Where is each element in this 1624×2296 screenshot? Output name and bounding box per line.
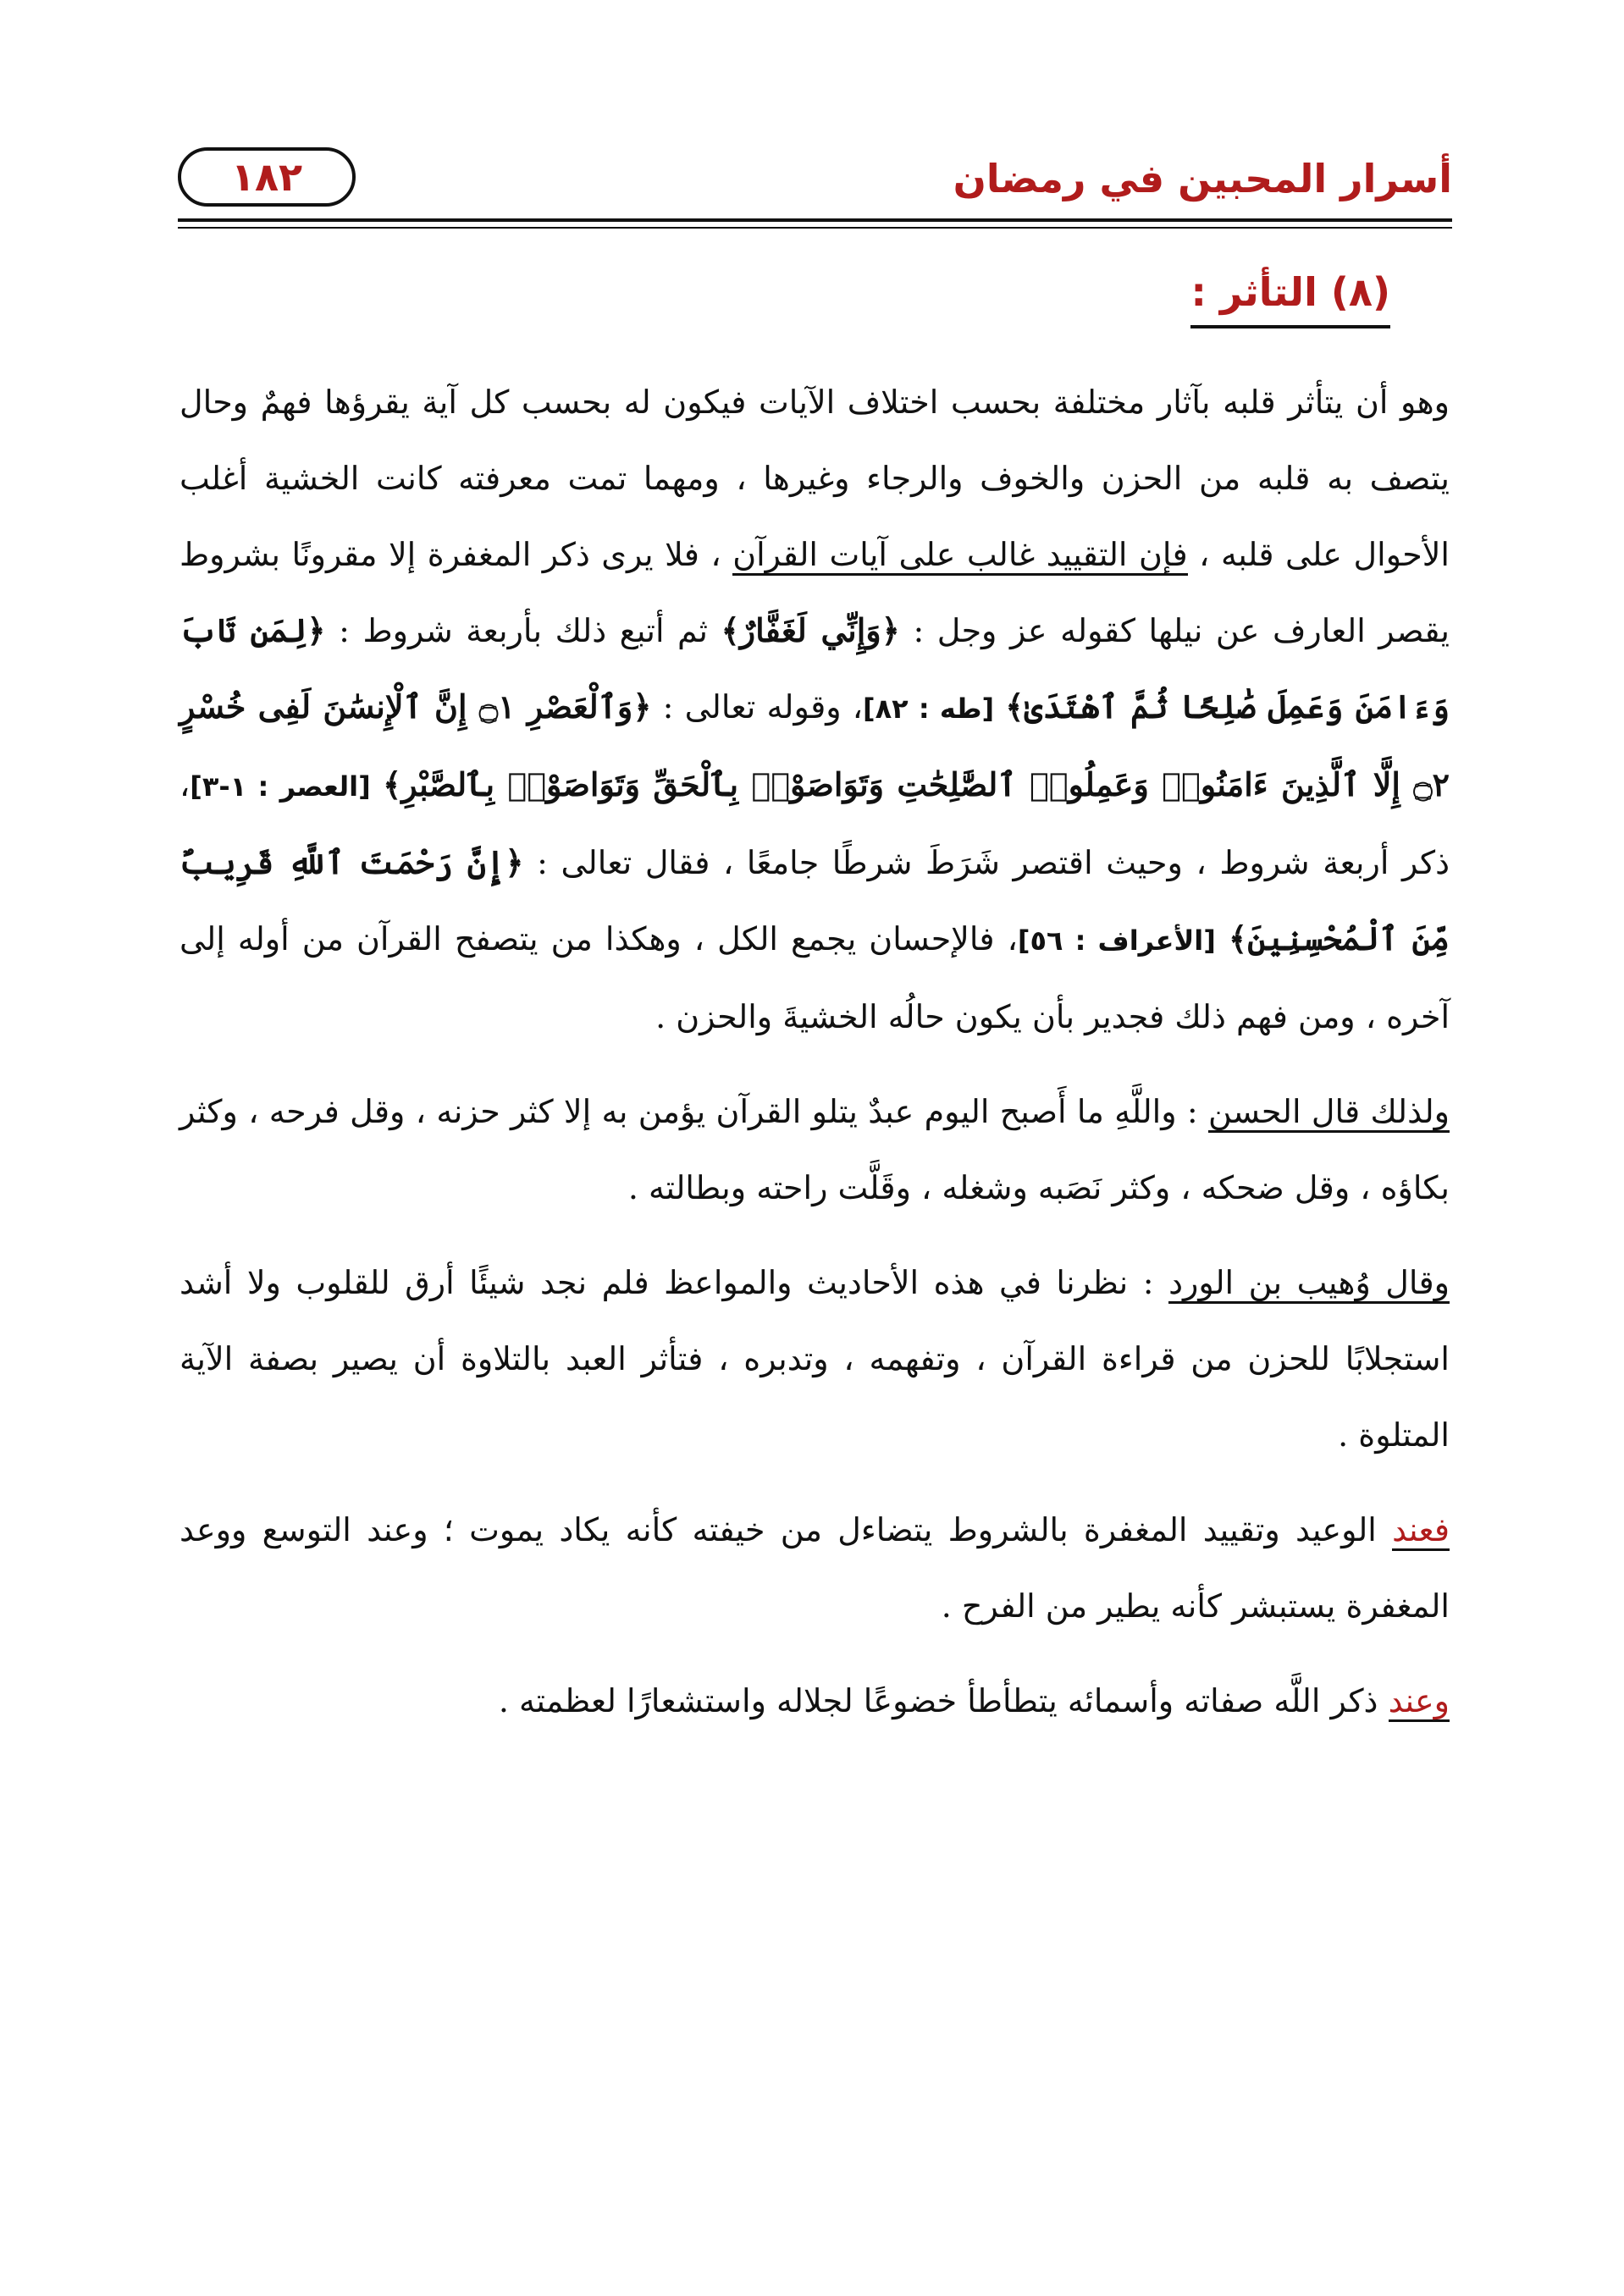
quran-verse: ﴿لِمَن تَابَ وَءَامَنَ وَعَمِلَ صَٰلِحًا ثُمَّ ٱهْتَدَىٰ﴾ [180, 611, 1450, 726]
header-rule-thin [178, 227, 1452, 229]
paragraph-2 [180, 1073, 1450, 1226]
paragraph-text: الوعيد وتقييد المغفرة بالشروط يتضاءل من خيفته كأنه يكاد يموت ؛ وعند التوسع ووعد المغفرة يستبشر كأنه يطير من الفرح . [180, 1511, 1450, 1625]
paragraph-4 [180, 1492, 1450, 1644]
paragraph-3 [180, 1245, 1450, 1473]
section-heading: (٨) التأثر : [1190, 269, 1390, 328]
verse-reference: [الأعراف : ٥٦] [1017, 924, 1216, 957]
paragraph-text: ، فالإحسان يجمع الكل ، وهكذا من يتصفح القرآن من أوله إلى آخره ، ومن فهم ذلك فجدير بأن يكون حالُه الخشيةَ والحزن . [180, 920, 1450, 1035]
quran-verse: ﴿إِنَّ رَحْمَتَ ٱللَّهِ قَرِيبٌ مِّنَ ٱلْمُحْسِنِينَ﴾ [180, 843, 1450, 958]
page-header [178, 127, 1452, 220]
body-text [180, 364, 1450, 1758]
page-number: ١٨٢ [178, 147, 356, 207]
lead-word: وعند [1389, 1682, 1450, 1722]
paragraph-text: : نظرنا في هذه الأحاديث والمواعظ فلم نجد شيئًا أرق للقلوب ولا أشد استجلابًا للحزن من قراءة القرآن ، وتفهمه ، وتدبره ، فتأثر العبد بالتلاوة أن يصير بصفة الآية المتلوة . [180, 1264, 1450, 1454]
paragraph-text: ، ذكر أربعة شروط ، وحيث اقتصر شَرَطَ شرطًا جامعًا ، فقال تعالى : [180, 766, 1450, 881]
header-rule [178, 218, 1452, 222]
verse-reference: [العصر : ١-٣] [190, 770, 371, 803]
underlined-phrase: ولذلك قال الحسن [1208, 1093, 1450, 1133]
book-title: أسرار المحبين في رمضان [953, 156, 1452, 201]
verse-reference: [طه : ٨٢] [863, 693, 995, 725]
paragraph-5 [180, 1663, 1450, 1739]
paragraph-text: : واللَّهِ ما أَصبح اليوم عبدٌ يتلو القرآن يؤمن به إلا كثر حزنه ، وقل فرحه ، وكثر بكاؤه ، وقل ضحكه ، وكثر نَصَبه وشغله ، وقَلَّت راحته وبطالته . [180, 1093, 1450, 1206]
paragraph-text: ، فلا يرى ذكر المغفرة إلا مقرونًا بشروط يقصر العارف عن نيلها كقوله عز وجل : [180, 536, 1450, 649]
paragraph-text: ثم أتبع ذلك بأربعة شروط : [325, 612, 721, 649]
paragraph-1 [180, 364, 1450, 1055]
lead-word: فعند [1392, 1511, 1450, 1551]
paragraph-text: وهو أن يتأثر قلبه بآثار مختلفة بحسب اختلاف الآيات فيكون له بحسب كل آية يقرؤها فهمٌ وحال يتصف به قلبه من الحزن والخوف والرجاء وغيرها ، ومهما تمت معرفته كانت الخشية أغلب الأحوال على قلبه ، [180, 384, 1450, 573]
underlined-phrase: وقال وُهيب بن الورد [1168, 1264, 1450, 1304]
underlined-phrase: فإن التقييد غالب على آيات القرآن [732, 536, 1187, 576]
paragraph-text: ، وقوله تعالى : [651, 688, 864, 726]
quran-verse: ﴿وَإِنِّي لَغَفَّارٌ﴾ [721, 611, 900, 649]
quran-verse: ﴿وَٱلْعَصْرِ ۝١ إِنَّ ٱلْإِنسَٰنَ لَفِى خُسْرٍ ۝٢ إِلَّا ٱلَّذِينَ ءَامَنُوا۟ وَعَمِلُوا۟ ٱلصَّٰلِحَٰتِ وَتَوَاصَوْا۟ بِٱلْحَقِّ وَتَوَاصَوْا۟ بِٱلصَّبْرِ﴾ [180, 687, 1450, 803]
paragraph-text: ذكر اللَّه صفاته وأسمائه يتطأطأ خضوعًا لجلاله واستشعارًا لعظمته . [498, 1682, 1389, 1719]
